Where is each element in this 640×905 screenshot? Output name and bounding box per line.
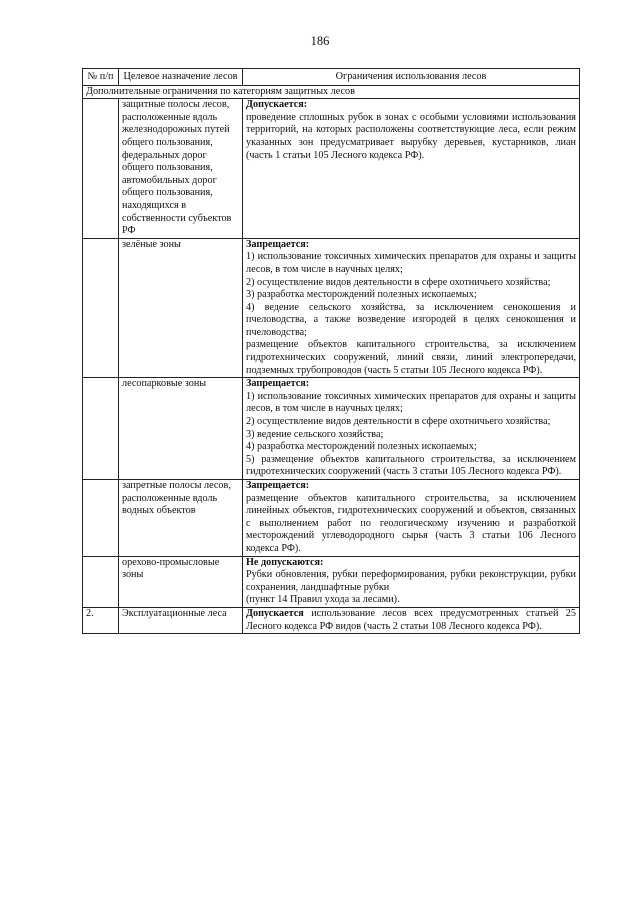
restriction-item: размещение объектов капитального строительства, за исключением гидротехнических сооружений, линий связи, линий электропередачи, подземных трубопроводов (часть 5 статьи 105 Лесного кодекса РФ). — [246, 339, 576, 376]
restriction-item: (пункт 14 Правил ухода за лесами). — [246, 594, 400, 606]
restriction-item: размещение объектов капитального строительства, за исключением линейных объектов, гидротехнических сооружений и объектов, связанных с выполнением работ по геологическому изучению и разработкой месторождений углеводородного сырья (часть 3 статьи 106 Лесного кодекса РФ). — [246, 492, 576, 554]
restriction-title: Запрещается: — [246, 480, 310, 491]
section-row — [83, 85, 580, 99]
restriction-item: Рубки обновления, рубки переформирования, рубки реконструкции, рубки сохранения, ландшафтные рубки — [246, 569, 576, 593]
row-restrictions — [243, 238, 580, 378]
row-restrictions — [243, 607, 580, 633]
row-purpose: лесопарковые зоны — [119, 378, 243, 480]
row-number — [83, 238, 119, 378]
restriction-item: 5) размещение объектов капитального строительства, за исключением гидротехнических сооружений (часть 3 статьи 105 Лесного кодекса РФ). — [246, 453, 576, 478]
section-title: Дополнительные ограничения по категориям защитных лесов — [83, 85, 580, 99]
restriction-item: 4) ведение сельского хозяйства, за исключением сенокошения и пчеловодства, а также возведение изгородей в целях сенокошения и пчеловодства; — [246, 301, 576, 338]
row-restrictions — [243, 99, 580, 239]
restriction-text: использование лесов всех предусмотренных статьей 25 Лесного кодекса РФ видов (часть 2 статьи 108 Лесного кодекса РФ). — [246, 607, 576, 632]
restriction-item: проведение сплошных рубок в зонах с особыми условиями использования территорий, на которых расположены соответствующие леса, если режим указанных зон предусматривает вырубку деревьев, кустарников, лиан (часть 1 статьи 105 Лесного кодекса РФ). — [246, 111, 576, 161]
page-number: 186 — [310, 34, 330, 48]
row-purpose: защитные полосы лесов, расположенные вдоль железнодорожных путей общего пользования, федеральных дорог общего пользования, автомобильных дорог общего пользования, находящихся в собственности субъектов РФ — [119, 99, 243, 239]
restriction-item: 2) осуществление видов деятельности в сфере охотничьего хозяйства; — [246, 276, 551, 288]
row-number — [83, 556, 119, 607]
table-row — [83, 99, 580, 239]
restriction-lead: Допускается — [246, 607, 304, 619]
row-number — [83, 99, 119, 239]
restriction-item: 3) разработка месторождений полезных ископаемых; — [246, 289, 477, 301]
table-row — [83, 378, 580, 480]
restriction-title: Запрещается: — [246, 378, 310, 390]
row-purpose: зелёные зоны — [119, 238, 243, 378]
row-restrictions — [243, 378, 580, 480]
row-number — [83, 480, 119, 557]
row-number: 2. — [83, 607, 119, 633]
table-row — [83, 556, 580, 607]
restriction-item: 2) осуществление видов деятельности в сфере охотничьего хозяйства; — [246, 416, 551, 428]
restriction-item: 4) разработка месторождений полезных ископаемых; — [246, 441, 477, 453]
row-restrictions — [243, 556, 580, 607]
row-purpose: Эксплуатационные леса — [119, 607, 243, 633]
table-header-row — [83, 69, 580, 86]
row-purpose: запретные полосы лесов, расположенные вдоль водных объектов — [119, 480, 243, 557]
table-row-exploitation — [83, 607, 580, 633]
header-restrictions: Ограничения использования лесов — [243, 69, 580, 86]
table-row — [83, 480, 580, 557]
restriction-title: Не допускаются: — [246, 556, 324, 568]
restrictions-table — [82, 68, 580, 634]
row-restrictions — [243, 480, 580, 557]
table-row — [83, 238, 580, 378]
restriction-title: Допускается: — [246, 99, 308, 111]
restriction-title: Запрещается: — [246, 238, 310, 250]
restriction-item: 1) использование токсичных химических препаратов для охраны и защиты лесов, в том числе в научных целях; — [246, 251, 576, 275]
header-number: № п/п — [83, 69, 119, 86]
header-purpose: Целевое назначение лесов — [119, 69, 243, 86]
row-number — [83, 378, 119, 480]
restriction-item: 3) ведение сельского хозяйства; — [246, 428, 384, 440]
row-purpose: орехово-промысловые зоны — [119, 556, 243, 607]
restriction-item: 1) использование токсичных химических препаратов для охраны и защиты лесов, в том числе в научных целях; — [246, 390, 576, 415]
